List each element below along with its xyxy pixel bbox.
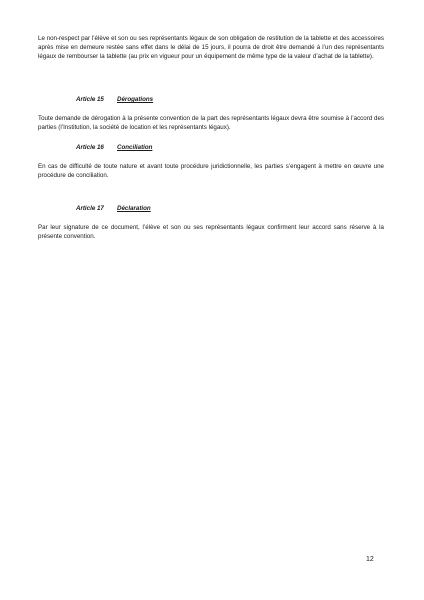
- intro-paragraph: Le non-respect par l’élève et son ou ses représentants légaux de son obligation de restitution de la tablette et des accessoires après mise en demeure restée sans effet dans le délai de 15 jours, il pourra de droit être demandé à l’un des représentants légaux de rembourser la tablette (au prix en vigueur pour un équipement de même type de la valeur d’achat de la tablette).: [38, 35, 384, 60]
- article-15-text: Toute demande de dérogation à la présente convention de la part des représentants légaux devra être soumise à l’accord des parties (l’Institution, la société de location et les représentants légaux).: [38, 115, 384, 131]
- article-17-heading: [76, 204, 151, 213]
- article-16-number: Article 16: [76, 144, 104, 151]
- article-15-heading: [76, 95, 153, 104]
- page-number: 12: [366, 556, 374, 563]
- article-16-text: En cas de difficulté de toute nature et avant toute procédure juridictionnelle, les parties s’engagent à mettre en œuvre une procédure de conciliation.: [38, 163, 384, 179]
- article-15-number: Article 15: [76, 96, 104, 103]
- article-17-text: Par leur signature de ce document, l’élève et son ou ses représentants légaux confirment leur accord sans réserve à la présente convention.: [38, 224, 384, 240]
- article-16-heading: [76, 143, 152, 152]
- article-15-title: Dérogations: [117, 96, 154, 103]
- article-17-title: Déclaration: [117, 205, 151, 212]
- article-16-title: Conciliation: [117, 144, 153, 151]
- article-17-number: Article 17: [76, 205, 104, 212]
